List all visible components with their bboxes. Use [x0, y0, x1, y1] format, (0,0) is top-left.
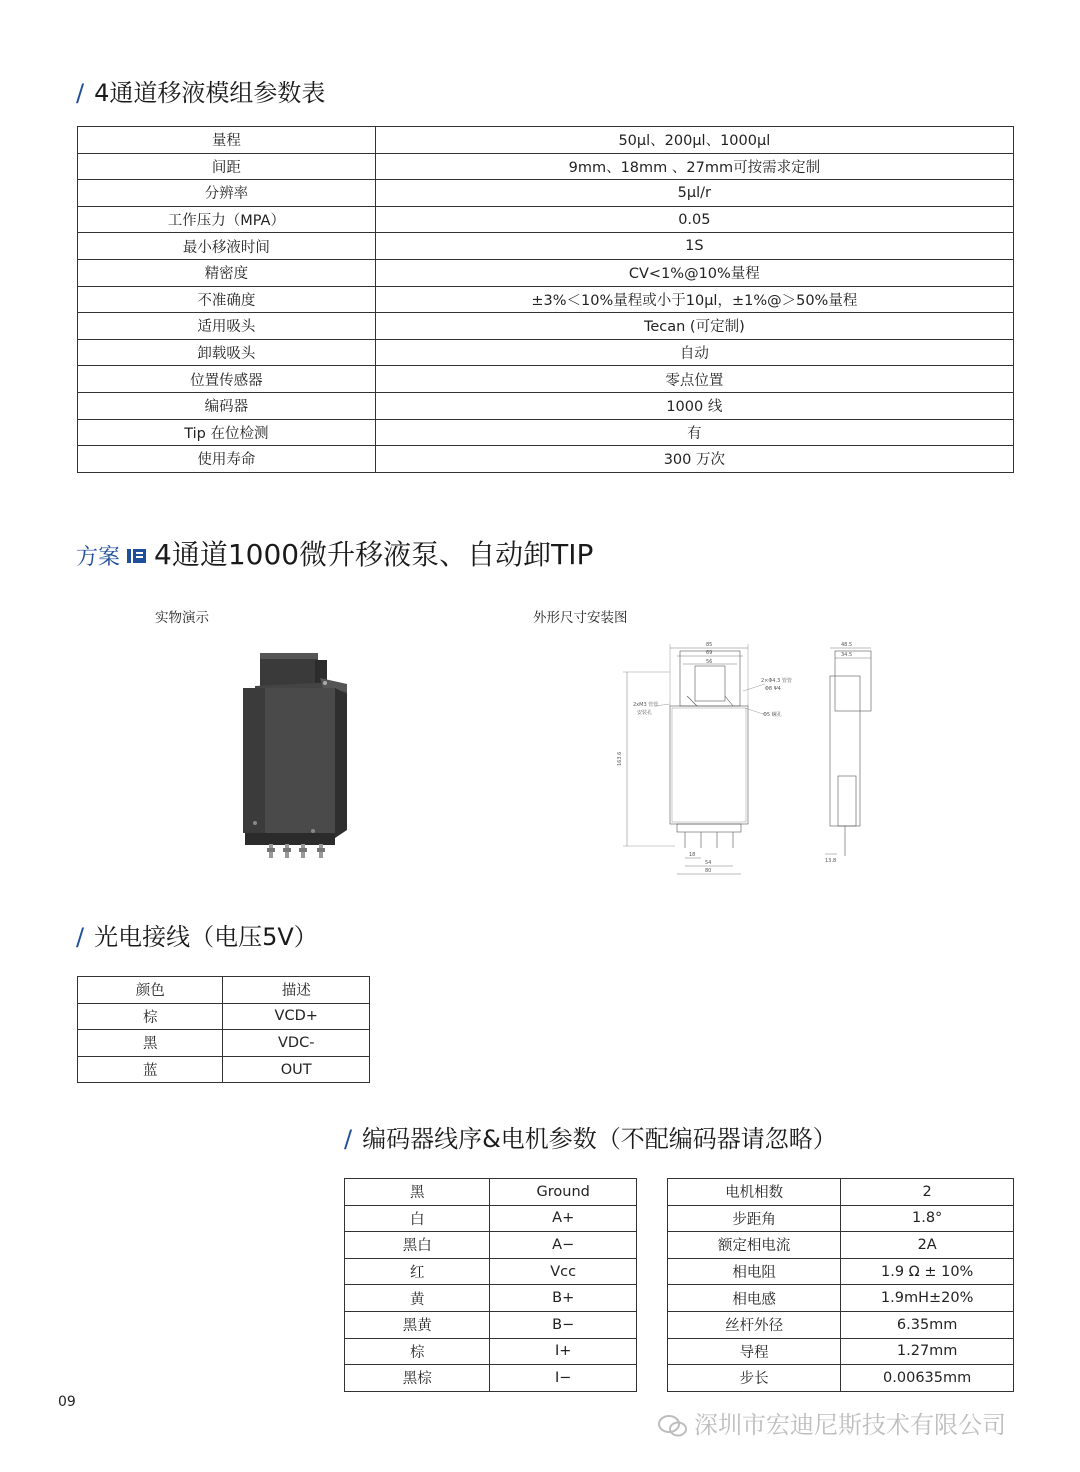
plan-label: 方案	[76, 545, 121, 570]
slash-marker: /	[344, 1125, 353, 1153]
table-row	[78, 259, 1014, 286]
value-cell: 1.9 Ω ± 10%	[841, 1258, 1014, 1285]
label-cell: 间距	[78, 153, 376, 180]
label-cell: 导程	[668, 1338, 841, 1365]
table-row	[78, 366, 1014, 393]
label-cell: 适用吸头	[78, 313, 376, 340]
product-photo	[235, 648, 360, 863]
value-cell: 9mm、18mm 、27mm可按需求定制	[375, 153, 1013, 180]
value-cell: 6.35mm	[841, 1311, 1014, 1338]
value-cell: 0.05	[375, 206, 1013, 233]
value-cell: VCD+	[223, 1003, 370, 1030]
table-row	[668, 1338, 1014, 1365]
table-row	[78, 180, 1014, 207]
label-cell: 使用寿命	[78, 446, 376, 473]
label-cell: 量程	[78, 127, 376, 154]
table-row	[78, 339, 1014, 366]
label-cell: 工作压力（MPA）	[78, 206, 376, 233]
plan-marker-icon	[126, 540, 148, 560]
dim-13: 13.8	[825, 858, 837, 864]
label-cell: Tip 在位检测	[78, 419, 376, 446]
label-cell: 卸载吸头	[78, 339, 376, 366]
watermark-text: 深圳市宏迪尼斯技术有限公司	[694, 1411, 1006, 1439]
motor-table	[667, 1178, 1014, 1392]
table-row	[345, 1232, 637, 1259]
label-cell: 步距角	[668, 1205, 841, 1232]
table-row	[345, 1338, 637, 1365]
table-row	[78, 313, 1014, 340]
label-cell: 分辨率	[78, 180, 376, 207]
value-cell: 2	[841, 1179, 1014, 1206]
value-cell: 1.27mm	[841, 1338, 1014, 1365]
label-cell: 棕	[78, 1003, 223, 1030]
value-cell: 零点位置	[375, 366, 1013, 393]
table-row	[78, 127, 1014, 154]
section-title-text: 4通道移液模组参数表	[94, 79, 326, 107]
value-cell: Vcc	[490, 1258, 637, 1285]
table-header-row	[78, 977, 370, 1004]
encoder-title-main: 编码器线序&电机参数	[362, 1125, 597, 1153]
table-row	[78, 392, 1014, 419]
value-cell: ±3%＜10%量程或小于10μl，±1%@＞50%量程	[375, 286, 1013, 313]
table-row	[78, 206, 1014, 233]
value-cell: VDC-	[223, 1030, 370, 1057]
table-row	[345, 1365, 637, 1392]
table-row	[668, 1205, 1014, 1232]
table-row	[345, 1285, 637, 1312]
table-row	[345, 1258, 637, 1285]
label-cell: 蓝	[78, 1056, 223, 1083]
dim-height: 163.6	[617, 751, 623, 766]
label-cell: 编码器	[78, 392, 376, 419]
label-cell: 不准确度	[78, 286, 376, 313]
table-row	[78, 1003, 370, 1030]
table-row	[668, 1285, 1014, 1312]
header-cell: 颜色	[78, 977, 223, 1004]
label-cell: 黄	[345, 1285, 490, 1312]
encoder-table	[344, 1178, 637, 1392]
label-cell: 步长	[668, 1365, 841, 1392]
label-cell: 精密度	[78, 259, 376, 286]
table-row	[668, 1179, 1014, 1206]
value-cell: CV<1%@10%量程	[375, 259, 1013, 286]
dim-34: 34.5	[841, 652, 853, 658]
dim-54: 54	[705, 860, 712, 866]
table-row	[78, 153, 1014, 180]
table-row	[668, 1232, 1014, 1259]
table-row	[78, 1056, 370, 1083]
note-4: 安装孔	[637, 710, 653, 716]
value-cell: 1S	[375, 233, 1013, 260]
table-row	[668, 1365, 1014, 1392]
value-cell: 1000 线	[375, 392, 1013, 419]
value-cell: 5μl/r	[375, 180, 1013, 207]
value-cell: 1.8°	[841, 1205, 1014, 1232]
value-cell: 自动	[375, 339, 1013, 366]
encoder-title-sub: （不配编码器请忽略）	[596, 1125, 837, 1153]
optical-title-main: 光电接线	[94, 923, 191, 951]
watermark	[658, 1405, 1006, 1440]
slash-marker: /	[76, 923, 85, 951]
value-cell: Tecan (可定制)	[375, 313, 1013, 340]
label-cell: 电机相数	[668, 1179, 841, 1206]
note-5: Φ5 螺孔	[763, 712, 782, 718]
label-cell: 黑白	[345, 1232, 490, 1259]
note-3: 2xM3 管管	[633, 702, 659, 708]
dim-18: 18	[689, 852, 696, 858]
table-row	[668, 1258, 1014, 1285]
label-cell: 相电阻	[668, 1258, 841, 1285]
value-cell: A−	[490, 1232, 637, 1259]
label-cell: 额定相电流	[668, 1232, 841, 1259]
value-cell: I+	[490, 1338, 637, 1365]
value-cell: B+	[490, 1285, 637, 1312]
params-table	[77, 126, 1014, 473]
table-row	[345, 1311, 637, 1338]
value-cell: 300 万次	[375, 446, 1013, 473]
value-cell: 0.00635mm	[841, 1365, 1014, 1392]
section-title-encoder	[344, 1119, 837, 1154]
section-title-params	[76, 73, 325, 108]
value-cell: Ground	[490, 1179, 637, 1206]
dim-56: 56	[706, 659, 713, 665]
table-row	[345, 1205, 637, 1232]
table-row	[78, 233, 1014, 260]
value-cell: 2A	[841, 1232, 1014, 1259]
page-number: 09	[58, 1394, 76, 1410]
label-cell: 白	[345, 1205, 490, 1232]
optical-table	[77, 976, 370, 1083]
label-cell: 棕	[345, 1338, 490, 1365]
value-cell: 50μl、200μl、1000μl	[375, 127, 1013, 154]
table-row	[78, 1030, 370, 1057]
slash-marker: /	[76, 79, 85, 107]
note-2: Φ8 Ψ4	[765, 686, 781, 692]
plan-title	[76, 533, 593, 573]
value-cell: 有	[375, 419, 1013, 446]
value-cell: I−	[490, 1365, 637, 1392]
wechat-icon	[658, 1415, 688, 1437]
label-cell: 黑黄	[345, 1311, 490, 1338]
table-row	[78, 286, 1014, 313]
table-row	[345, 1179, 637, 1206]
dim-69: 69	[706, 650, 713, 656]
value-cell: B−	[490, 1311, 637, 1338]
table-row	[78, 419, 1014, 446]
label-cell: 最小移液时间	[78, 233, 376, 260]
label-cell: 黑	[345, 1179, 490, 1206]
dim-80: 80	[705, 868, 712, 874]
table-row	[78, 446, 1014, 473]
value-cell: 1.9mH±20%	[841, 1285, 1014, 1312]
section-title-optical	[76, 917, 318, 952]
photo-caption: 实物演示	[155, 610, 209, 626]
label-cell: 相电感	[668, 1285, 841, 1312]
drawing-caption: 外形尺寸安装图	[533, 610, 628, 626]
header-cell: 描述	[223, 977, 370, 1004]
label-cell: 红	[345, 1258, 490, 1285]
optical-title-sub: （电压5V）	[190, 923, 318, 951]
label-cell: 丝杆外径	[668, 1311, 841, 1338]
dim-85: 85	[706, 642, 713, 648]
dim-48: 48.5	[841, 642, 853, 648]
label-cell: 黑	[78, 1030, 223, 1057]
label-cell: 位置传感器	[78, 366, 376, 393]
value-cell: OUT	[223, 1056, 370, 1083]
note-1: 2×Φ4.3 管管	[761, 678, 792, 684]
table-row	[668, 1311, 1014, 1338]
label-cell: 黑棕	[345, 1365, 490, 1392]
value-cell: A+	[490, 1205, 637, 1232]
dimension-drawing	[615, 636, 885, 881]
plan-title-text: 4通道1000微升移液泵、自动卸TIP	[154, 538, 594, 571]
